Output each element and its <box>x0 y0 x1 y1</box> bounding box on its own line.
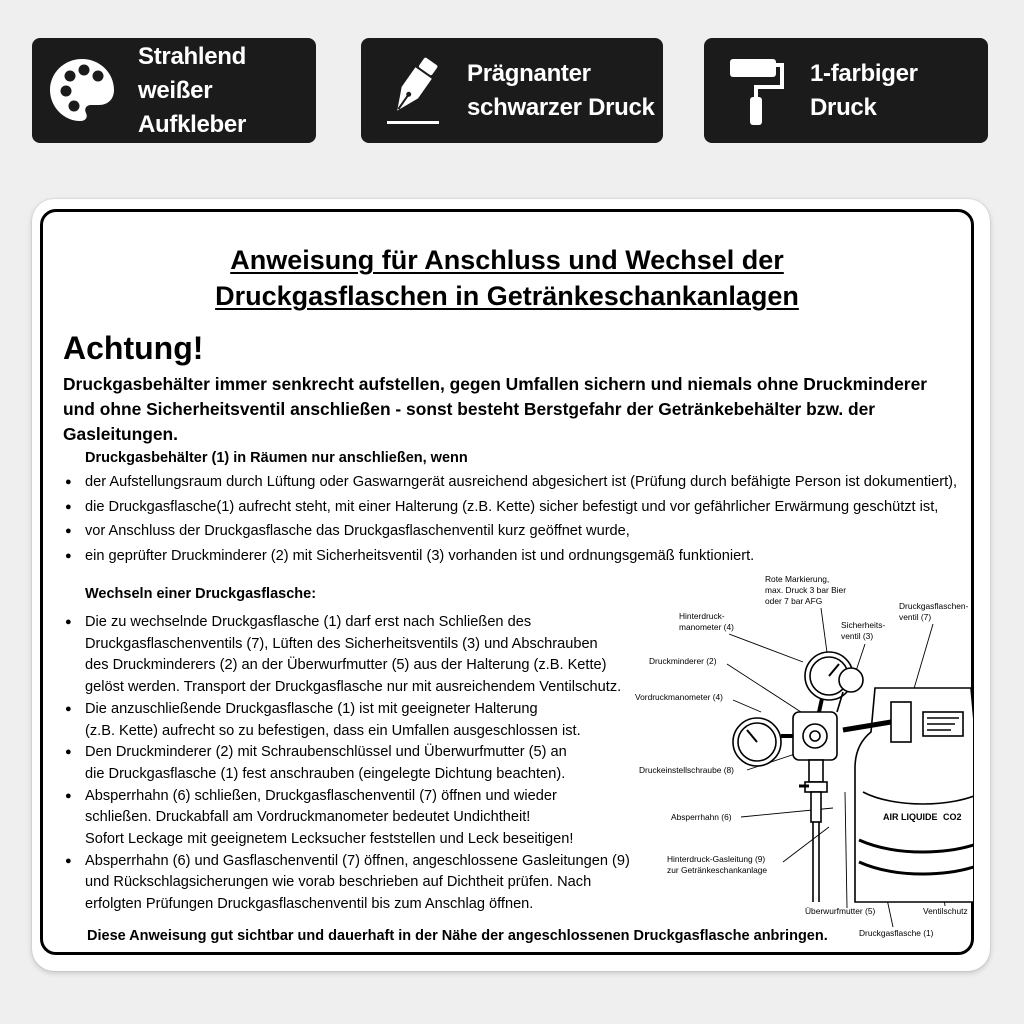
badge-line1: Strahlend <box>138 42 246 70</box>
label-hinterdruck-2: manometer (4) <box>679 622 734 632</box>
warning-text: Druckgasbehälter immer senkrecht aufstellen, gegen Umfallen sichern und niemals ohne Druckminderer und ohne Sicherheitsventil anschließen - sonst besteht Berstgefahr der Getränkebehälter bzw. der Gasleitungen. <box>63 374 928 444</box>
label-sicherheit-2: ventil (3) <box>841 631 874 641</box>
label-rote-markierung-3: oder 7 bar AFG <box>765 596 823 606</box>
label-sicherheit-1: Sicherheits- <box>841 620 886 630</box>
title-line-2: Druckgasflaschen in Getränkeschankanlagen <box>215 281 799 311</box>
label-flaschenventil-1: Druckgasflaschen- <box>899 601 969 611</box>
label-hinterdruck-1: Hinterdruck- <box>679 611 725 621</box>
feature-badge-one-color <box>704 38 988 143</box>
pen-nib-icon <box>373 53 449 129</box>
section1-list <box>65 470 975 568</box>
label-druckminderer: Druckminderer (2) <box>649 656 717 666</box>
list-item: ● Den Druckminderer (2) mit Schraubenschlüssel und Überwurfmutter (5) an die Druckgasflasche (1) fest anschrauben (eingelegte Dichtung beachten). <box>65 742 645 785</box>
label-absperrhahn: Absperrhahn (6) <box>671 812 732 822</box>
list-item: ● vor Anschluss der Druckgasflasche das Druckgasflaschenventil kurz geöffnet wurde, <box>65 519 975 544</box>
list-item: ● Die zu wechselnde Druckgasflasche (1) darf erst nach Schließen des Druckgasflaschenventils (7), Lüften des Sicherheitsventils (3) und Abschrauben des Druckminderers (2) an der Überwurfmutter (5) aus der Halterung (z.B. Kette) gelöst werden. Transport der Druckgasflasche nur mit ausreichendem Ventilschutz. <box>65 612 645 699</box>
list-item: ● die Druckgasflasche(1) aufrecht steht, mit einer Halterung (z.B. Kette) sicher befestigt und vor gefährlicher Erwärmung geschützt ist, <box>65 495 975 520</box>
label-vordruck: Vordruckmanometer (4) <box>635 692 723 702</box>
feature-badge-black-print <box>361 38 663 143</box>
label-ventilschutz: Ventilschutz <box>923 906 968 916</box>
paint-roller-icon <box>716 53 792 129</box>
label-rote-markierung-2: max. Druck 3 bar Bier <box>765 585 846 595</box>
gas-cylinder <box>855 688 973 902</box>
list-item: ● Absperrhahn (6) schließen, Druckgasflaschenventil (7) öffnen und wieder schließen. Druckabfall am Vordruckmanometer bedeutet Undichtheit! Sofort Leckage mit geeignetem Lecksucher feststellen und Leck beseitigen! <box>65 786 645 851</box>
badge-line1: 1-farbiger <box>810 59 918 87</box>
label-gasleitung-1: Hinterdruck-Gasleitung (9) <box>667 854 766 864</box>
gas-cylinder-diagram <box>633 572 973 952</box>
list-item: ● Absperrhahn (6) und Gasflaschenventil (7) öffnen, angeschlossene Gasleitungen (9) und Rückschlagsicherungen wie vorab beschrieben auf Dichtheit prüfen. Nach erfolgten Prüfungen Druckgasflaschenventil bis zum Anschlag öffnen. <box>65 851 645 916</box>
badge-line2: weißer Aufkleber <box>138 76 246 138</box>
sign-title <box>43 242 971 314</box>
footer-note: Diese Anweisung gut sichtbar und dauerhaft in der Nähe der angeschlossenen Druckgasflasche anbringen. <box>87 928 828 944</box>
label-gasleitung-2: zur Getränkeschankanlage <box>667 865 768 875</box>
feature-badge-white-sticker <box>32 38 316 143</box>
title-line-1: Anweisung für Anschluss und Wechsel der <box>230 245 784 275</box>
badge-line1: Prägnanter <box>467 59 591 87</box>
palette-icon <box>44 53 120 129</box>
section2-list <box>65 612 645 916</box>
sign-frame <box>40 209 974 955</box>
label-flaschenventil-2: ventil (7) <box>899 612 932 622</box>
list-item: ● ein geprüfter Druckminderer (2) mit Sicherheitsventil (3) vorhanden ist und ordnungsgemäß funktioniert. <box>65 544 975 569</box>
badge-line2: schwarzer Druck <box>467 93 655 121</box>
label-rote-markierung-1: Rote Markierung, <box>765 574 830 584</box>
cylinder-text-co2: CO2 <box>943 812 962 822</box>
sticker <box>32 199 990 971</box>
section1-heading: Druckgasbehälter (1) in Räumen nur anschließen, wenn <box>85 450 468 466</box>
label-einstellschraube: Druckeinstellschraube (8) <box>639 765 734 775</box>
cylinder-text: AIR LIQUIDE <box>883 812 938 822</box>
badge-line2: Druck <box>810 93 877 121</box>
section2-heading: Wechseln einer Druckgasflasche: <box>85 586 317 602</box>
label-flasche: Druckgasflasche (1) <box>859 928 934 938</box>
list-item: ● Die anzuschließende Druckgasflasche (1) ist mit geeigneter Halterung (z.B. Kette) aufrecht so zu befestigen, dass ein Umfallen ausgeschlossen ist. <box>65 699 645 742</box>
achtung-heading: Achtung! <box>63 330 204 366</box>
label-ueberwurfmutter: Überwurfmutter (5) <box>805 906 876 916</box>
list-item: ● der Aufstellungsraum durch Lüftung oder Gaswarngerät ausreichend abgesichert ist (Prüfung durch befähigte Person ist dokumentiert), <box>65 470 975 495</box>
